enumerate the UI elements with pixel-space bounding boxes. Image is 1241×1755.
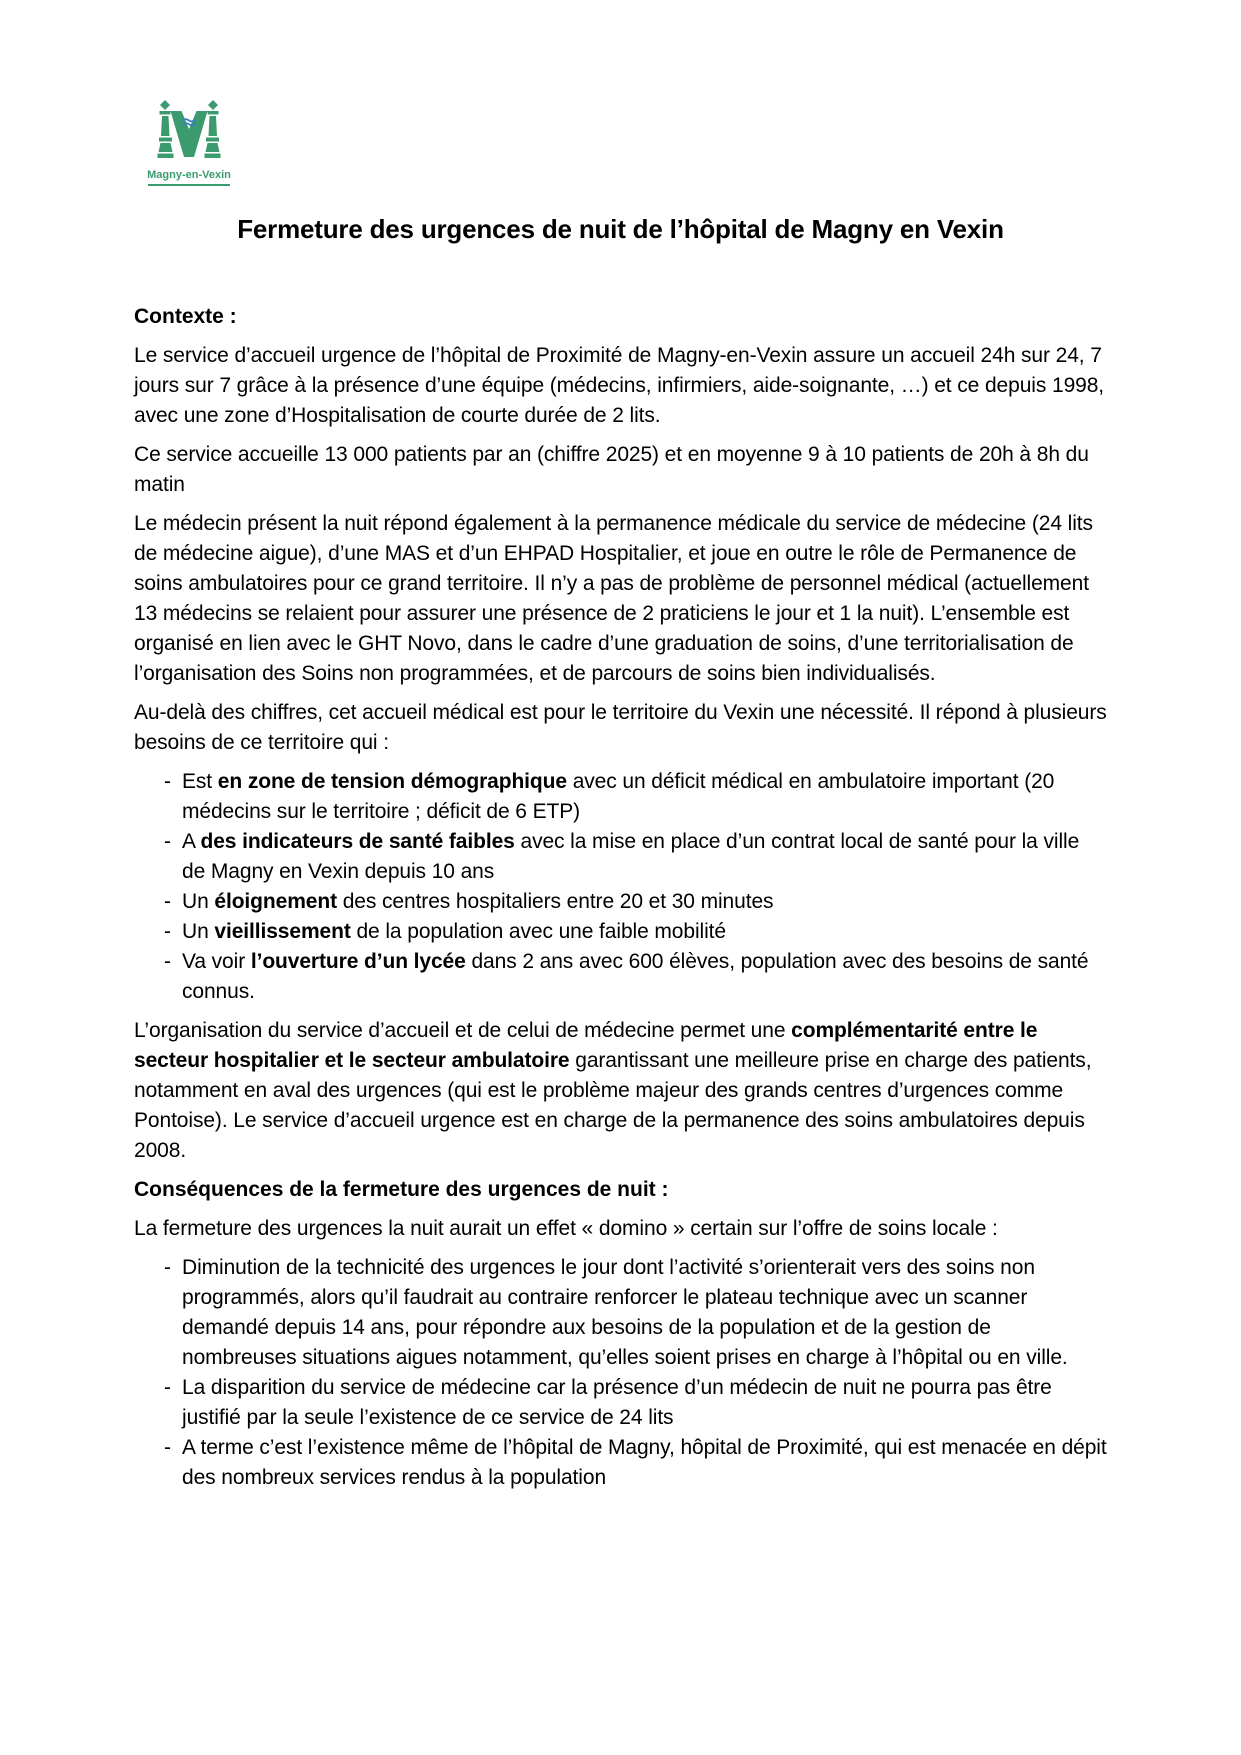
- bullet-marker: -: [164, 950, 171, 973]
- text-run: garantissant une meilleure prise en charge des patients, notamment en aval des urgences (qui est le problème majeur des grands centres d’urgences comme Pontoise). Le service d’accueil urgence est en charge de la permanence des soins ambulatoires depuis 2008.: [134, 1049, 1092, 1162]
- list-item-text: [182, 1373, 1107, 1433]
- text-run: Le médecin présent la nuit répond également à la permanence médicale du service de médecine (24 lits de médecine aigue), d’une MAS et d’un EHPAD Hospitalier, et joue en outre le rôle de Permanence de soins ambulatoires pour ce grand territoire. Il n’y a pas de problème de personnel médical (actuellement 13 médecins se relaient pour assurer une présence de 2 praticiens le jour et 1 la nuit). L’ensemble est organisé en lien avec le GHT Novo, dans le cadre d’une graduation de soins, d’une territorialisation de l’organisation des Soins non programmées, et de parcours de soins bien individualisés.: [134, 512, 1093, 685]
- text-run: Ce service accueille 13 000 patients par an (chiffre 2025) et en moyenne 9 à 10 patients de 20h à 8h du matin: [134, 443, 1089, 496]
- text-run: La disparition du service de médecine car la présence d’un médecin de nuit ne pourra pas être justifié par la seule l’existence de ce service de 24 lits: [182, 1376, 1052, 1429]
- text-run: Diminution de la technicité des urgences le jour dont l’activité s’orienterait vers des soins non programmés, alors qu’il faudrait au contraire renforcer le plateau technique avec un scanner demandé depuis 14 ans, pour répondre aux besoins de la population et de la gestion de nombreuses situations aigues notamment, qu’elles soient prises en charge à l’hôpital ou en ville.: [182, 1256, 1068, 1369]
- text-run: Est: [182, 770, 218, 793]
- bullet-marker: -: [164, 1376, 171, 1399]
- text-run: de la population avec une faible mobilité: [350, 920, 726, 943]
- bold-text-run: éloignement: [214, 890, 337, 913]
- bullet-marker: -: [164, 830, 171, 853]
- bullet-marker: -: [164, 920, 171, 943]
- document-body: [134, 302, 1107, 1493]
- paragraph: [134, 341, 1107, 431]
- bold-text-run: vieillissement: [214, 920, 351, 943]
- text-run: Un: [182, 920, 215, 943]
- paragraph: [134, 440, 1107, 500]
- list-item-text: [182, 767, 1107, 827]
- bullet-list: [134, 1253, 1107, 1493]
- list-item: [134, 917, 1107, 947]
- bold-text-run: l’ouverture d’un lycée: [250, 950, 466, 973]
- town-crest-icon: [157, 100, 221, 166]
- section-heading: [134, 1175, 1107, 1205]
- paragraph: [134, 1214, 1107, 1244]
- paragraph: [134, 1016, 1107, 1166]
- text-run: A: [182, 830, 201, 853]
- list-item: [134, 767, 1107, 827]
- bullet-marker: -: [164, 770, 171, 793]
- list-item-text: [182, 1433, 1107, 1493]
- text-run: La fermeture des urgences la nuit aurait un effet « domino » certain sur l’offre de soins locale :: [134, 1217, 998, 1240]
- list-item: [134, 827, 1107, 887]
- list-item-text: [182, 947, 1107, 1007]
- text-run: A terme c’est l’existence même de l’hôpital de Magny, hôpital de Proximité, qui est menacée en dépit des nombreux services rendus à la population: [182, 1436, 1107, 1489]
- paragraph: [134, 509, 1107, 689]
- bold-text-run: Conséquences de la fermeture des urgences de nuit :: [134, 1178, 669, 1201]
- text-run: Un: [182, 890, 215, 913]
- bullet-marker: -: [164, 1436, 171, 1459]
- bold-text-run: des indicateurs de santé faibles: [200, 830, 515, 853]
- text-run: des centres hospitaliers entre 20 et 30 minutes: [336, 890, 774, 913]
- text-run: avec un déficit médical en ambulatoire important (20 médecins sur le territoire ; déficit de 6 ETP): [182, 770, 1055, 823]
- list-item: [134, 947, 1107, 1007]
- text-run: Va voir: [182, 950, 251, 973]
- paragraph: [134, 698, 1107, 758]
- list-item-text: [182, 887, 1107, 917]
- list-item: [134, 887, 1107, 917]
- text-run: avec la mise en place d’un contrat local de santé pour la ville de Magny en Vexin depuis 10 ans: [182, 830, 1080, 883]
- bold-text-run: complémentarité entre le secteur hospitalier et le secteur ambulatoire: [134, 1019, 1038, 1072]
- list-item: [134, 1253, 1107, 1373]
- text-run: Le service d’accueil urgence de l’hôpital de Proximité de Magny-en-Vexin assure un accueil 24h sur 24, 7 jours sur 7 grâce à la présence d’une équipe (médecins, infirmiers, aide-soignante, …) et ce depuis 1998, avec une zone d’Hospitalisation de courte durée de 2 lits.: [134, 344, 1105, 427]
- bullet-marker: -: [164, 890, 171, 913]
- list-item: [134, 1433, 1107, 1493]
- list-item: [134, 1373, 1107, 1433]
- list-item-text: [182, 917, 1107, 947]
- logo-town-name: Magny-en-Vexin: [147, 169, 231, 181]
- text-run: L’organisation du service d’accueil et de celui de médecine permet une: [134, 1019, 792, 1042]
- bold-text-run: Contexte :: [134, 305, 237, 328]
- list-item-text: [182, 827, 1107, 887]
- text-run: dans 2 ans avec 600 élèves, population avec des besoins de santé connus.: [182, 950, 1089, 1003]
- bullet-marker: -: [164, 1256, 171, 1279]
- page-title: Fermeture des urgences de nuit de l’hôpital de Magny en Vexin: [237, 214, 1004, 244]
- bold-text-run: en zone de tension démographique: [217, 770, 567, 793]
- bullet-list: [134, 767, 1107, 1007]
- section-heading: [134, 302, 1107, 332]
- text-run: Au-delà des chiffres, cet accueil médical est pour le territoire du Vexin une nécessité. Il répond à plusieurs besoins de ce territoire qui :: [134, 701, 1107, 754]
- logo-underline: [148, 184, 230, 186]
- list-item-text: [182, 1253, 1107, 1373]
- magny-en-vexin-logo: [146, 100, 232, 186]
